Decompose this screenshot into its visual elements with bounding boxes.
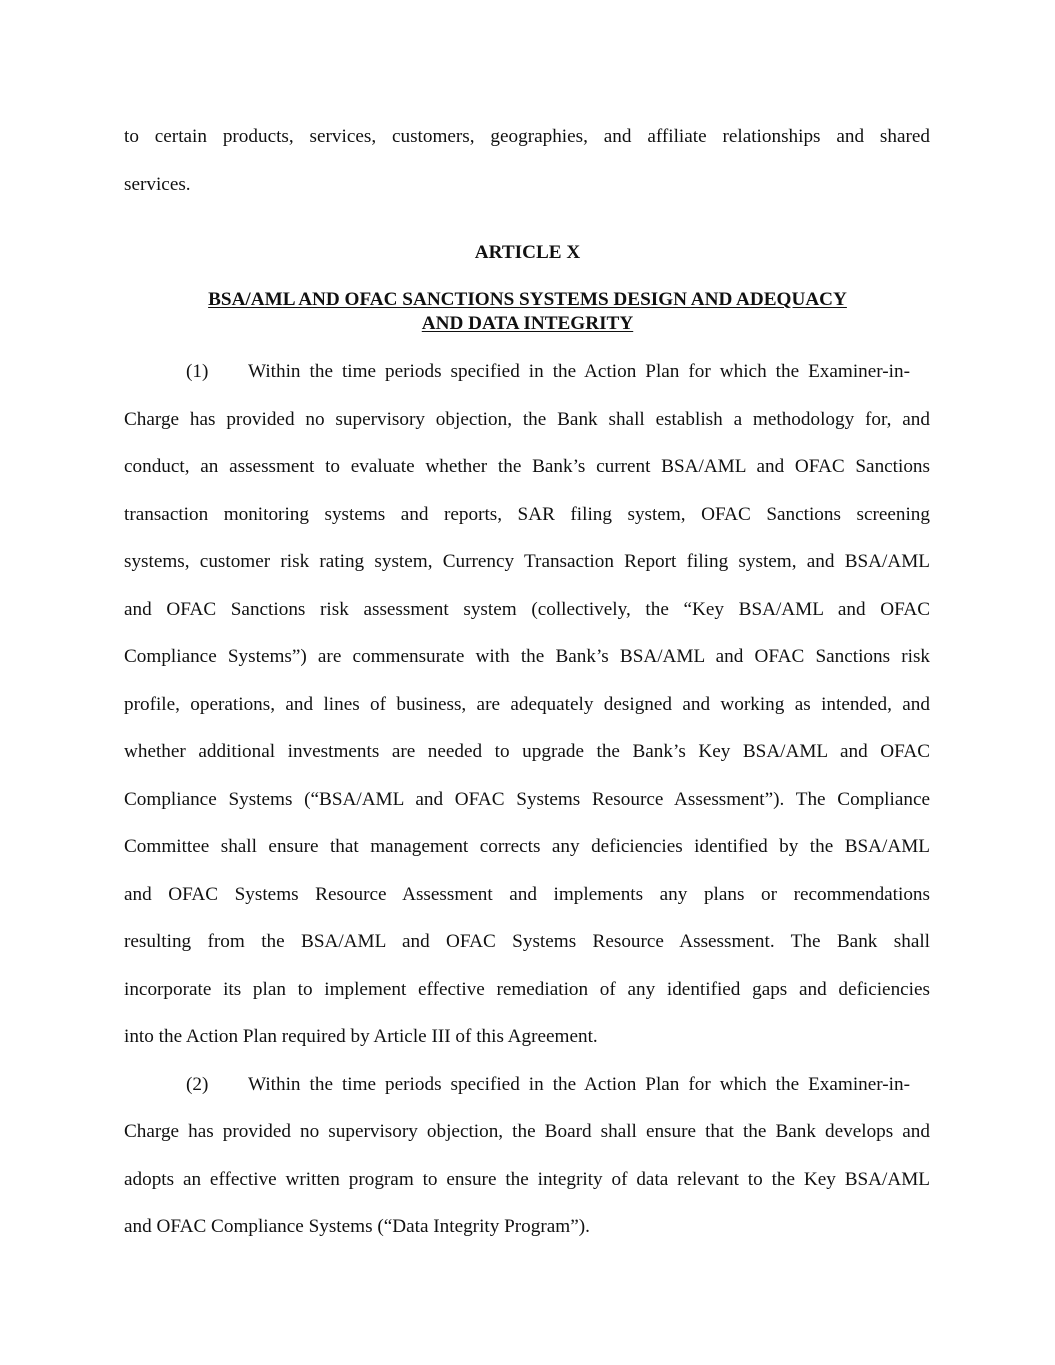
paragraph-1-line-4: transaction monitoring systems and reports, SAR filing system, OFAC Sanctions screening (124, 504, 930, 525)
paragraph-1-line-3: conduct, an assessment to evaluate whether the Bank’s current BSA/AML and OFAC Sanctions (124, 456, 930, 477)
paragraph-2-line-4: and OFAC Compliance Systems (“Data Integrity Program”). (124, 1216, 590, 1237)
paragraph-1-line-12: and OFAC Systems Resource Assessment and implements any plans or recommendations (124, 884, 930, 905)
paragraph-2-line-1: Within the time periods specified in the Action Plan for which the Examiner-in- (248, 1074, 910, 1095)
continuation-line-1: to certain products, services, customers, geographies, and affiliate relationships and shared (124, 126, 930, 147)
paragraph-2-number: (2) (186, 1074, 209, 1095)
paragraph-1-line-9: whether additional investments are needed to upgrade the Bank’s Key BSA/AML and OFAC (124, 741, 930, 762)
paragraph-1-line-7: Compliance Systems”) are commensurate with the Bank’s BSA/AML and OFAC Sanctions risk (124, 646, 930, 667)
continuation-line-2: services. (124, 174, 191, 195)
paragraph-1-line-2: Charge has provided no supervisory objection, the Bank shall establish a methodology for, and (124, 409, 930, 430)
paragraph-1-line-14: incorporate its plan to implement effective remediation of any identified gaps and deficiencies (124, 979, 930, 1000)
paragraph-2-line-2: Charge has provided no supervisory objection, the Board shall ensure that the Bank develops and (124, 1121, 930, 1142)
paragraph-2-line-3: adopts an effective written program to ensure the integrity of data relevant to the Key BSA/AML (124, 1169, 930, 1190)
paragraph-1-line-13: resulting from the BSA/AML and OFAC Systems Resource Assessment. The Bank shall (124, 931, 930, 952)
paragraph-1-line-5: systems, customer risk rating system, Currency Transaction Report filing system, and BSA/AML (124, 551, 930, 572)
paragraph-1-line-10: Compliance Systems (“BSA/AML and OFAC Systems Resource Assessment”). The Compliance (124, 789, 930, 810)
paragraph-1-line-11: Committee shall ensure that management corrects any deficiencies identified by the BSA/AML (124, 836, 930, 857)
paragraph-1-line-6: and OFAC Sanctions risk assessment system (collectively, the “Key BSA/AML and OFAC (124, 599, 930, 620)
paragraph-1-line-15: into the Action Plan required by Article III of this Agreement. (124, 1026, 598, 1047)
article-title-line-1: BSA/AML AND OFAC SANCTIONS SYSTEMS DESIGN AND ADEQUACY (208, 289, 847, 310)
paragraph-1-line-8: profile, operations, and lines of business, are adequately designed and working as intended, and (124, 694, 930, 715)
paragraph-1-line-1: Within the time periods specified in the Action Plan for which the Examiner-in- (248, 361, 910, 382)
paragraph-1-number: (1) (186, 361, 209, 382)
article-number: ARTICLE X (474, 242, 581, 263)
article-title-line-2: AND DATA INTEGRITY (421, 313, 634, 334)
